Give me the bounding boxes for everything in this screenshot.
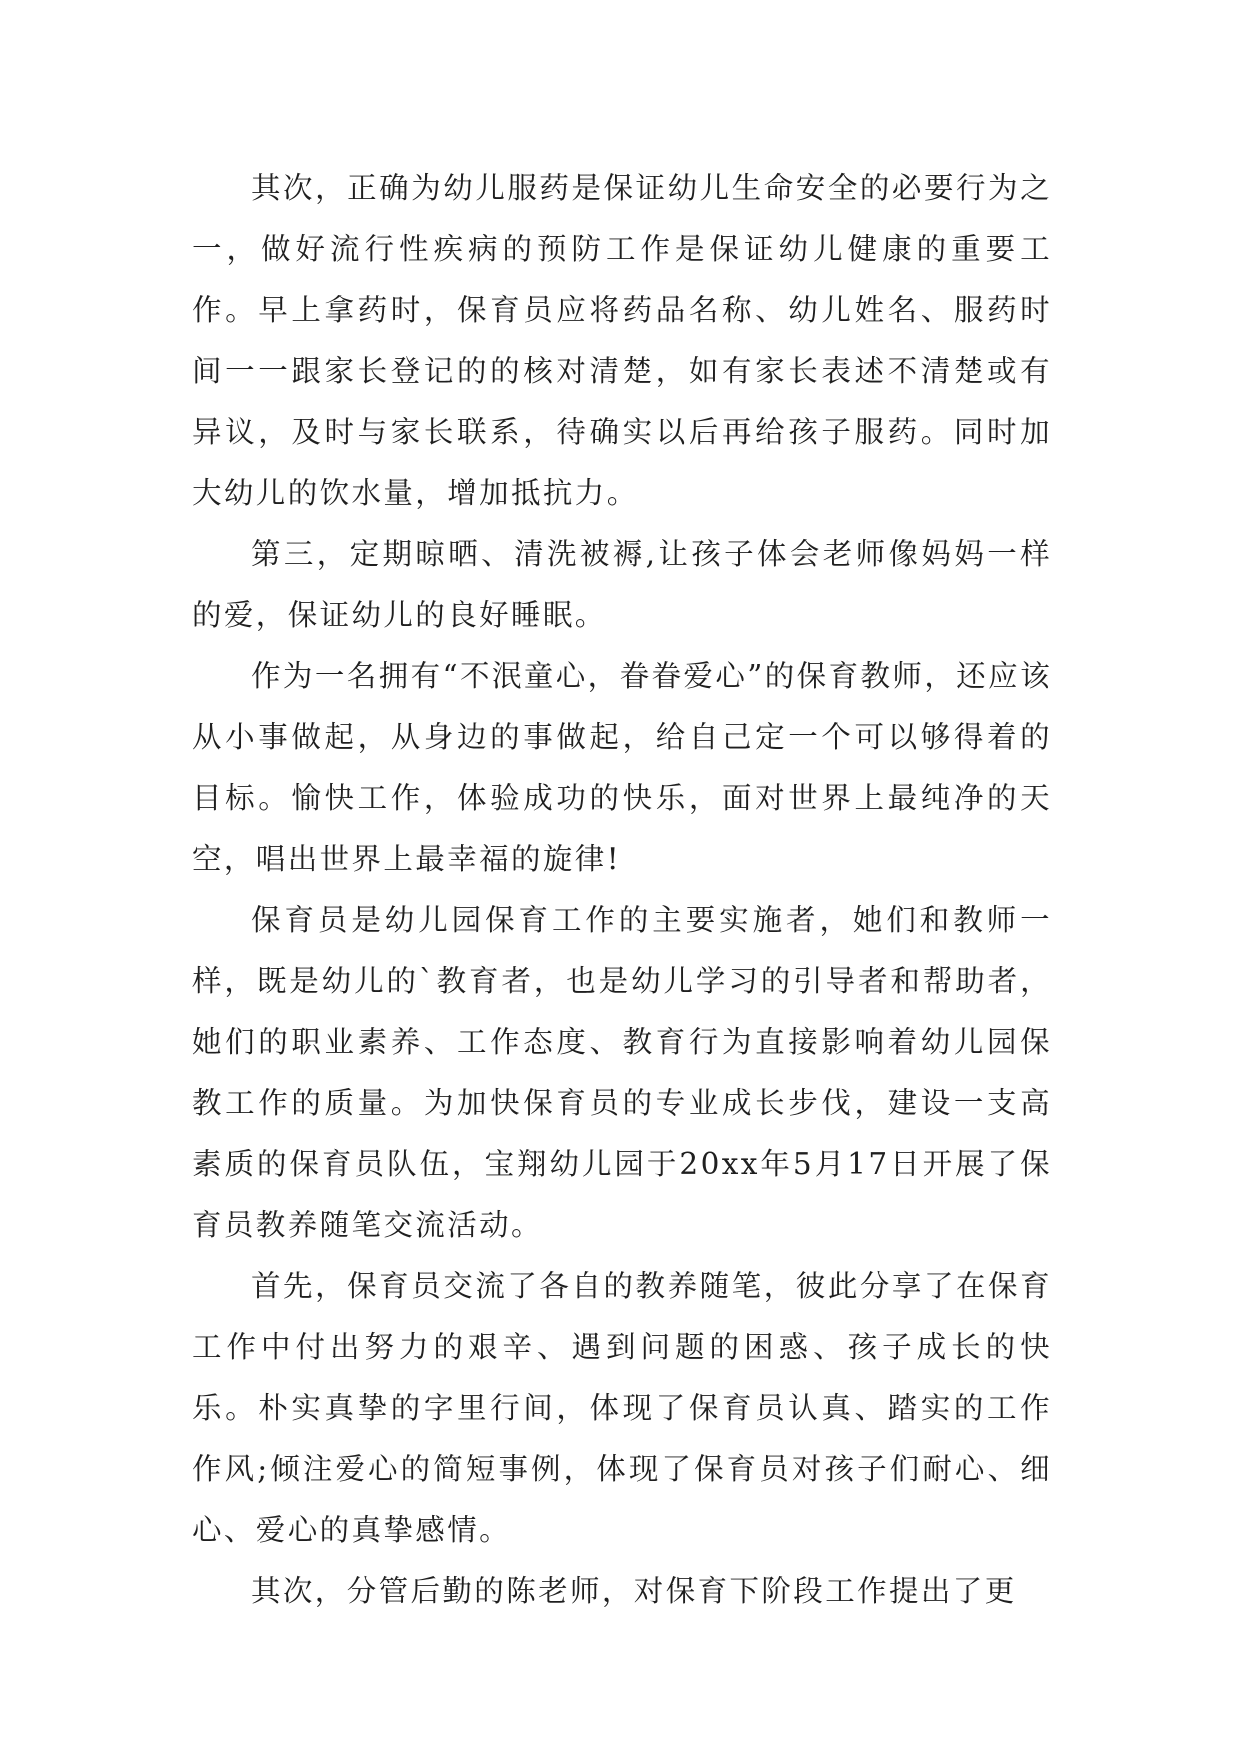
paragraph-next-stage: 其次，分管后勤的陈老师，对保育下阶段工作提出了更 <box>251 1574 1017 1608</box>
document-body <box>192 158 1052 1622</box>
paragraph-notes-exchange: 首先，保育员交流了各自的教养随笔，彼此分享了在保育工作中付出努力的艰辛、遇到问题的困惑、孩子成长的快乐。朴实真挚的字里行间，体现了保育员认真、踏实的工作作风;倾注爱心的简短事例，体现了保育员对孩子们耐心、细心、爱心的真挚感情。 <box>192 1269 1052 1547</box>
paragraph-teacher-goals: 作为一名拥有“不泯童心，眷眷爱心”的保育教师，还应该从小事做起，从身边的事做起，给自己定一个可以够得着的目标。愉快工作，体验成功的快乐，面对世界上最纯净的天空，唱出世界上最幸福的旋律! <box>192 659 1052 876</box>
paragraph-caregiver-role: 保育员是幼儿园保育工作的主要实施者，她们和教师一样，既是幼儿的`教育者，也是幼儿学习的引导者和帮助者，她们的职业素养、工作态度、教育行为直接影响着幼儿园保教工作的质量。为加快保育员的专业成长步伐，建设一支高素质的保育员队伍，宝翔幼儿园于20xx年5月17日开展了保育员教养随笔交流活动。 <box>192 903 1052 1242</box>
paragraph-bedding: 第三，定期晾晒、清洗被褥,让孩子体会老师像妈妈一样的爱，保证幼儿的良好睡眠。 <box>192 537 1052 632</box>
paragraph-medication: 其次，正确为幼儿服药是保证幼儿生命安全的必要行为之一，做好流行性疾病的预防工作是保证幼儿健康的重要工作。早上拿药时，保育员应将药品名称、幼儿姓名、服药时间一一跟家长登记的的核对清楚，如有家长表述不清楚或有异议，及时与家长联系，待确实以后再给孩子服药。同时加大幼儿的饮水量，增加抵抗力。 <box>192 171 1052 510</box>
